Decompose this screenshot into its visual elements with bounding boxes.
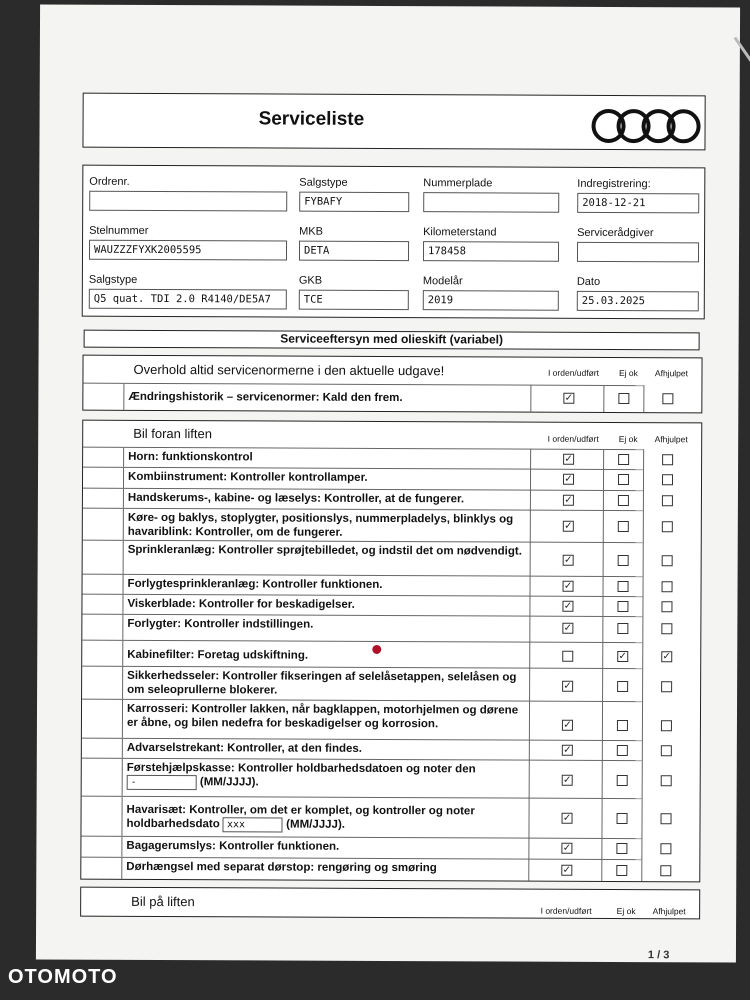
checkbox-ok[interactable]: ✓ bbox=[562, 812, 572, 824]
field-mkb: MKB DETA bbox=[299, 226, 409, 261]
checkbox-afhjulpet[interactable] bbox=[661, 681, 672, 692]
checkbox-ok[interactable]: ✓ bbox=[564, 494, 573, 506]
checkbox-ok[interactable]: ✓ bbox=[562, 842, 572, 854]
checkbox-ok[interactable]: ✓ bbox=[563, 719, 572, 731]
vehicle-info-block bbox=[82, 165, 706, 320]
checkbox-ok[interactable]: ✓ bbox=[564, 473, 573, 485]
section-servicenormer bbox=[82, 355, 702, 414]
checkbox-afhjulpet[interactable] bbox=[662, 474, 673, 485]
checkbox-ok[interactable]: ✓ bbox=[564, 520, 573, 532]
document-header bbox=[82, 93, 705, 151]
checkbox-afhjulpet[interactable] bbox=[662, 393, 673, 404]
checkbox-ej-ok[interactable]: ✓ bbox=[618, 651, 627, 663]
checkbox-ej-ok[interactable] bbox=[617, 601, 628, 612]
checklist-row: Kombiinstrument: Kontroller kontrollamper. ✓ bbox=[83, 467, 643, 490]
otomoto-watermark: OTOMOTO bbox=[8, 966, 118, 988]
checklist-row: Forlygter: Kontroller indstillingen. ✓ bbox=[82, 614, 642, 642]
section-title: Overhold altid servicenormerne i den aktuelle udgave! bbox=[133, 361, 445, 379]
checkbox-ok[interactable]: ✓ bbox=[563, 622, 573, 634]
checkbox-afhjulpet[interactable] bbox=[661, 813, 672, 824]
checkbox-ok[interactable]: ✓ bbox=[563, 744, 572, 756]
checkbox-ej-ok[interactable] bbox=[616, 865, 627, 876]
checkbox-ej-ok[interactable] bbox=[617, 720, 628, 731]
checkbox-ok[interactable]: ✓ bbox=[564, 453, 573, 465]
checkbox-ej-ok[interactable] bbox=[618, 393, 629, 404]
date-input-box[interactable]: xxx bbox=[223, 817, 283, 832]
section-bil-pa-liften bbox=[80, 887, 700, 920]
checklist-row: Horn: funktionskontrol ✓ bbox=[83, 447, 643, 469]
checkbox-ej-ok[interactable] bbox=[618, 474, 629, 485]
checklist-row: Køre- og baklys, stoplygter, positionslys, nummerpladelys, blinklys og havariblink: Kontroller, om de fungerer. ✓ bbox=[83, 508, 643, 542]
checkbox-ej-ok[interactable] bbox=[618, 495, 629, 506]
checkbox-afhjulpet[interactable] bbox=[661, 623, 672, 634]
checkbox-ok[interactable]: ✓ bbox=[563, 554, 573, 566]
checklist-row: Førstehjælpskasse: Kontroller holdbarhedsdatoen og noter den - (MM/JJJJ). ✓ bbox=[82, 758, 642, 798]
checkbox-afhjulpet[interactable] bbox=[661, 601, 672, 612]
col-header-ej-ok: Ej ok bbox=[618, 434, 638, 445]
checklist-row: Forlygtesprinkleranlæg: Kontroller funktionen. ✓ bbox=[83, 574, 643, 596]
checkbox-afhjulpet[interactable] bbox=[662, 495, 673, 506]
checkbox-afhjulpet[interactable] bbox=[662, 521, 673, 532]
field-ordrenr: Ordrenr. bbox=[89, 176, 287, 212]
checkbox-ej-ok[interactable] bbox=[617, 623, 628, 634]
field-stelnummer: Stelnummer WAUZZZFYXK2005595 bbox=[89, 225, 287, 261]
checklist-row: Karrosseri: Kontroller lakken, når bagklappen, motorhjelmen og dørene er åbne, og bilen nedefra for beskadigelser og korrosion. ✓ bbox=[82, 699, 642, 740]
checklist-row: Advarselstrekant: Kontroller, at den findes. ✓ bbox=[82, 738, 642, 760]
checkbox-ej-ok[interactable] bbox=[618, 581, 629, 592]
section-bil-foran-liften bbox=[80, 420, 702, 883]
checkbox-ok[interactable]: ✓ bbox=[564, 392, 574, 404]
field-dato: Dato 25.03.2025 bbox=[577, 276, 699, 312]
checkbox-ok[interactable] bbox=[562, 651, 573, 662]
col-header-afhjulpet: Afhjulpet bbox=[654, 368, 689, 379]
checklist-row: Sikkerhedsseler: Kontroller fikseringen af selelåsetappen, selelåsen og om seleoprullerne blokerer. ✓ bbox=[82, 666, 642, 701]
checkbox-afhjulpet[interactable] bbox=[660, 865, 671, 876]
checklist-row: Ændringshistorik – servicenormer: Kald den frem. ✓ bbox=[83, 383, 643, 412]
checkbox-afhjulpet[interactable] bbox=[662, 555, 673, 566]
field-nummerplade: Nummerplade bbox=[423, 177, 559, 213]
checkbox-ok[interactable]: ✓ bbox=[563, 580, 573, 592]
checklist-row: Dørhængsel med separat dørstop: rengøring og smøring ✓ bbox=[81, 857, 641, 881]
field-modelar: Modelår 2019 bbox=[423, 275, 559, 311]
checkbox-ej-ok[interactable] bbox=[618, 521, 629, 532]
checkbox-ej-ok[interactable] bbox=[617, 813, 628, 824]
field-kilometerstand: Kilometerstand 178458 bbox=[423, 226, 559, 262]
checklist-row: Sprinkleranlæg: Kontroller sprøjtebilledet, og indstil det om nødvendigt. ✓ bbox=[83, 540, 643, 576]
checkbox-ok[interactable]: ✓ bbox=[562, 774, 572, 786]
checkbox-afhjulpet[interactable] bbox=[660, 843, 671, 854]
document-title: Serviceliste bbox=[258, 108, 365, 130]
checkbox-ok[interactable]: ✓ bbox=[563, 600, 573, 612]
checkbox-ok[interactable]: ✓ bbox=[563, 680, 572, 692]
checkbox-afhjulpet[interactable] bbox=[661, 745, 672, 756]
field-gkb: GKB TCE bbox=[299, 275, 409, 310]
section-title: Bil foran liften bbox=[133, 425, 213, 442]
section-title: Bil på liften bbox=[131, 893, 195, 910]
staple-mark bbox=[734, 37, 750, 75]
field-salgstype: Salgstype FYBAFY bbox=[299, 177, 409, 212]
col-header-ok: I orden/udført bbox=[547, 433, 599, 444]
service-document-page bbox=[36, 4, 740, 962]
checkbox-ej-ok[interactable] bbox=[617, 745, 628, 756]
red-marker-dot bbox=[372, 645, 381, 654]
checklist-row: Kabinefilter: Foretag udskiftning. ✓ ✓ bbox=[82, 640, 642, 668]
col-header-ok: I orden/udført bbox=[547, 367, 600, 378]
checkbox-afhjulpet[interactable] bbox=[661, 775, 672, 786]
field-serviceradgiver: Servicerådgiver bbox=[577, 227, 699, 263]
checklist-row: Handskerums-, kabine- og læselys: Kontroller, at de fungerer. ✓ bbox=[83, 488, 643, 510]
field-indregistrering: Indregistrering: 2018-12-21 bbox=[577, 178, 699, 214]
checkbox-afhjulpet[interactable] bbox=[662, 581, 673, 592]
col-header-ej-ok: Ej ok bbox=[616, 906, 636, 917]
col-header-afhjulpet: Afhjulpet bbox=[654, 434, 688, 445]
page-number: 1 / 3 bbox=[647, 949, 670, 962]
date-input-box[interactable]: - bbox=[127, 775, 197, 790]
checklist-row: Bagagerumslys: Kontroller funktionen. ✓ bbox=[81, 836, 641, 859]
checkbox-ej-ok[interactable] bbox=[618, 555, 629, 566]
checklist-row: Havarisæt: Kontroller, om det er komplet, og kontroller og noter holdbarhedsdato xxx (MM/JJJJ). ✓ bbox=[81, 796, 641, 838]
checkbox-ej-ok[interactable] bbox=[618, 454, 629, 465]
service-type-bar: Serviceeftersyn med olieskift (variabel) bbox=[84, 330, 700, 351]
checkbox-afhjulpet[interactable] bbox=[662, 454, 673, 465]
checkbox-afhjulpet[interactable] bbox=[661, 720, 672, 731]
checkbox-ej-ok[interactable] bbox=[617, 681, 628, 692]
col-header-ej-ok: Ej ok bbox=[619, 368, 638, 379]
col-header-ok: I orden/udført bbox=[540, 905, 592, 916]
field-salgstype-model: Salgstype Q5 quat. TDI 2.0 R4140/DE5A7 bbox=[89, 274, 287, 310]
checkbox-afhjulpet[interactable]: ✓ bbox=[662, 651, 671, 663]
checklist-row: Viskerblade: Kontroller for beskadigelser. ✓ bbox=[82, 594, 642, 616]
checkbox-ej-ok[interactable] bbox=[617, 775, 628, 786]
checkbox-ej-ok[interactable] bbox=[616, 843, 627, 854]
checkbox-ok[interactable]: ✓ bbox=[562, 864, 572, 876]
col-header-afhjulpet: Afhjulpet bbox=[652, 906, 686, 917]
